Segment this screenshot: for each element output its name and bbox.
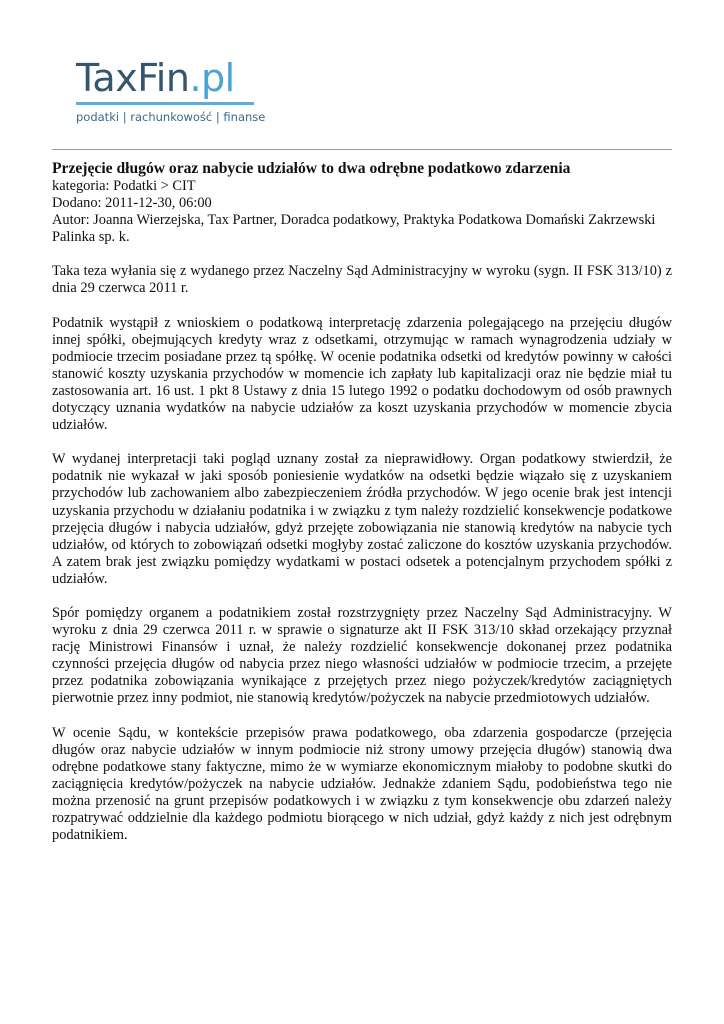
logo-name-text: TaxFin bbox=[76, 56, 190, 100]
article-paragraph: W ocenie Sądu, w kontekście przepisów prawa podatkowego, oba zdarzenia gospodarcze (przejęcia długów oraz nabycie udziałów w innym podmiocie niż strony umowy przejęcia długów) stanowią dwa odrębne podatkowe stany faktyczne, mimo że w wymiarze ekonomicznym miałoby to podobne skutki do zaciągnięcia kredytów/pożyczek na nabycie udziałów. Jednakże zdaniem Sądu, podobieństwa tego nie można przenosić na grunt przepisów podatkowych i w związku z tym konsekwencje obu zdarzeń należy rozpatrywać oddzielnie dla każdego podmiotu biorącego w nich udział, gdyż każdy z nich jest odrębnym podatnikiem. bbox=[52, 724, 672, 844]
article bbox=[52, 160, 672, 844]
article-paragraph: Podatnik wystąpił z wnioskiem o podatkową interpretację zdarzenia polegającego na przejęciu długów innej spółki, obejmujących kredyty wraz z odsetkami, otrzymując w ramach wynagrodzenia udziały w podmiocie trzecim posiadane przez tą spółkę. W ocenie podatnika odsetki od kredytów powinny w całości stanowić koszty uzyskania przychodów w momencie ich zapłaty lub kapitalizacji oraz nie będzie miał tu zastosowania art. 16 ust. 1 pkt 8 Ustawy z dnia 15 lutego 1992 o podatku dochodowym od osób prawnych dotyczący uznania wydatków na nabycie udziałów za koszt uzyskania przychodów w momencie zbycia udziałów. bbox=[52, 314, 672, 434]
article-title: Przejęcie długów oraz nabycie udziałów to dwa odrębne podatkowo zdarzenia bbox=[52, 160, 571, 177]
article-paragraph: Taka teza wyłania się z wydanego przez Naczelny Sąd Administracyjny w wyroku (sygn. II FSK 313/10) z dnia 29 czerwca 2011 r. bbox=[52, 263, 672, 297]
logo-wordmark bbox=[76, 56, 235, 100]
article-category: kategoria: Podatki > CIT bbox=[52, 178, 196, 194]
header-divider bbox=[52, 149, 672, 150]
article-author: Autor: Joanna Wierzejska, Tax Partner, Doradca podatkowy, Praktyka Podatkowa Domański Zakrzewski Palinka sp. k. bbox=[52, 212, 656, 246]
logo-underline bbox=[76, 102, 254, 105]
taxfin-logo[interactable] bbox=[76, 56, 266, 132]
article-paragraph: Spór pomiędzy organem a podatnikiem został rozstrzygnięty przez Naczelny Sąd Administracyjny. W wyroku z dnia 29 czerwca 2011 r. w sprawie o signaturze akt II FSK 313/10 skład orzekający przyznał rację Ministrowi Finansów i uznał, że należy rozdzielić konsekwencje dokonanej przez podatnika czynności przejęcia długów od nabycia przez niego własności udziałów w podmiocie trzecim, a przejęte przez podatnika zobowiązania wynikające z przejętych przez niego pożyczek/kredytów zaciągniętych pierwotnie przez inny podmiot, nie stanowią kredytów/pożyczek na nabycie przedmiotowych udziałów. bbox=[52, 604, 672, 707]
logo-domain-suffix: .pl bbox=[189, 56, 235, 100]
article-paragraph: W wydanej interpretacji taki pogląd uznany został za nieprawidłowy. Organ podatkowy stwierdził, że podatnik nie wykazał w jaki sposób poniesienie wydatków na odsetki będzie wiązało się z uzyskaniem przychodów lub zachowaniem albo zabezpieczeniem źródła przychodów. W jego ocenie brak jest intencji uzyskania przychodu w działaniu podatnika i w związku z tym należy rozdzielić konsekwencje podatkowe przejęcia długów i nabycia udziałów, gdyż przejęte zobowiązania nie stanowią kredytów na nabycie tych udziałów, od których to zobowiązań odsetki mogłyby zostać zaliczone do kosztów uzyskania przychodów. A zatem brak jest związku pomiędzy wydatkami w postaci odsetek a potencjalnym przychodem spółki z udziałów. bbox=[52, 451, 672, 587]
article-date: Dodano: 2011-12-30, 06:00 bbox=[52, 195, 212, 212]
logo-tagline: podatki | rachunkowość | finanse bbox=[76, 110, 266, 124]
